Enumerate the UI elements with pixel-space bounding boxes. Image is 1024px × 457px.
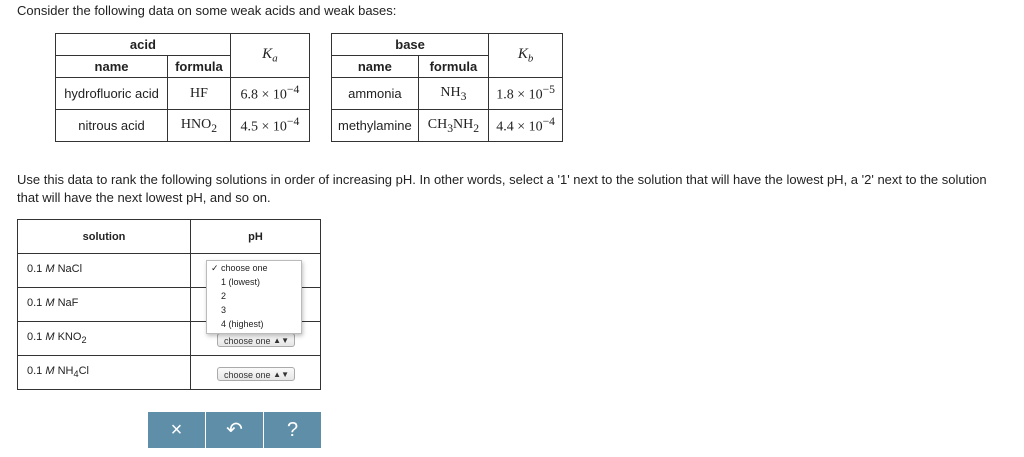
base-name: methylamine: [332, 110, 419, 142]
acid-group-header: acid: [56, 34, 231, 56]
base-name-header: name: [332, 56, 419, 78]
instructions-text: Use this data to rank the following solutions in order of increasing pH. In other words, select a '1' next to the solution that will have the lowest pH, a '2' next to the solution that will have the next lowest pH, and so on.: [17, 172, 987, 205]
acid-formula-header: formula: [168, 56, 231, 78]
base-formula-header: formula: [418, 56, 489, 78]
acid-formula: $HNO_2$: [168, 110, 231, 142]
base-formula: $CH_3NH_2$: [418, 110, 489, 142]
ka-header: $K_a$: [230, 34, 309, 78]
close-icon: ×: [170, 419, 183, 441]
dropdown-option[interactable]: 2: [221, 291, 227, 301]
dropdown-option[interactable]: 4 (highest): [221, 319, 264, 329]
undo-icon: ↶: [226, 419, 243, 441]
base-table: [331, 33, 563, 142]
intro-text: Consider the following data on some weak acids and weak bases:: [17, 3, 397, 18]
ph-select[interactable]: choose one ▲▼: [217, 333, 295, 347]
solution-cell: 0.1 M $KNO_2$: [18, 322, 191, 356]
base-group-header: base: [332, 34, 489, 56]
acid-name-header: name: [56, 56, 168, 78]
acid-name: hydrofluoric acid: [56, 78, 168, 110]
base-formula: $NH_3$: [418, 78, 489, 110]
help-icon: ?: [286, 419, 299, 441]
acid-ka: $6.8 \times 10^{-4}$: [230, 78, 309, 110]
ph-dropdown-menu: [206, 260, 302, 334]
base-kb: $1.8 \times 10^{-5}$: [489, 78, 563, 110]
dropdown-option[interactable]: 1 (lowest): [221, 277, 261, 287]
kb-header: $K_b$: [489, 34, 563, 78]
help-button[interactable]: [264, 412, 321, 448]
acid-formula: HF: [168, 78, 231, 110]
undo-button[interactable]: [206, 412, 263, 448]
solution-header: solution: [18, 220, 191, 254]
dropdown-option[interactable]: 3: [221, 305, 227, 315]
acid-table: [55, 33, 310, 142]
clear-button[interactable]: [148, 412, 205, 448]
checkmark-icon: ✓: [211, 263, 219, 273]
solution-cell: 0.1 M NaCl: [18, 254, 191, 288]
solution-cell: 0.1 M NaF: [18, 288, 191, 322]
ph-select[interactable]: choose one ▲▼: [217, 367, 295, 381]
solution-cell: 0.1 M $NH_4Cl$: [18, 356, 191, 390]
ph-header: pH: [191, 220, 321, 254]
dropdown-option[interactable]: ✓ choose one: [211, 263, 268, 273]
base-kb: $4.4 \times 10^{-4}$: [489, 110, 563, 142]
acid-ka: $4.5 \times 10^{-4}$: [230, 110, 309, 142]
base-name: ammonia: [332, 78, 419, 110]
acid-name: nitrous acid: [56, 110, 168, 142]
